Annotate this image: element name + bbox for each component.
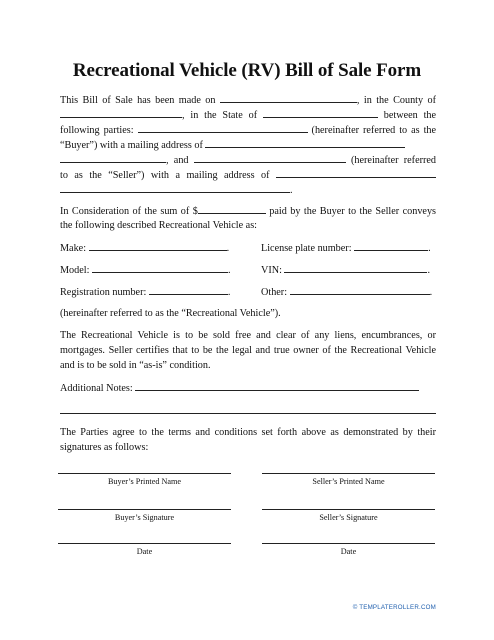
intro-text: .	[290, 185, 293, 196]
seller-name-blank[interactable]	[194, 152, 346, 163]
intro-line-3	[60, 122, 436, 138]
county-blank[interactable]	[60, 107, 182, 118]
clause-line-2: mortgages. Seller certifies that to be the legal and true owner of the Recreational Vehicle	[60, 345, 436, 356]
license-plate-field	[261, 240, 431, 256]
buyer-address-blank-2[interactable]	[60, 152, 166, 163]
page-title: Recreational Vehicle (RV) Bill of Sale Form	[72, 60, 422, 81]
intro-line-1	[60, 92, 436, 108]
license-plate-blank[interactable]	[354, 240, 428, 251]
period: .	[429, 287, 433, 298]
state-blank[interactable]	[263, 107, 378, 118]
consideration-text: paid by the Buyer to the Seller conveys	[269, 206, 436, 217]
period: .	[227, 265, 231, 276]
buyer-signature-label: Buyer’s Signature	[114, 513, 175, 522]
seller-signature-line[interactable]	[262, 509, 435, 510]
seller-printed-name-line[interactable]	[262, 473, 435, 474]
hereinafter-note: (hereinafter referred to as the “Recreational Vehicle”).	[60, 308, 281, 319]
consideration-line-2: the following described Recreational Vehicle as:	[60, 220, 257, 231]
vin-blank[interactable]	[284, 262, 427, 273]
intro-line-2	[60, 107, 436, 123]
model-field	[60, 262, 231, 278]
buyer-signature-line[interactable]	[58, 509, 231, 510]
period: .	[428, 243, 431, 254]
clause-line-1: The Recreational Vehicle is to be sold free and clear of any liens, encumbrances, or	[60, 330, 436, 341]
intro-text: (hereinafter referred	[351, 155, 436, 166]
intro-text: “Buyer”) with a mailing address of	[60, 140, 203, 151]
intro-text: , and	[166, 155, 189, 166]
registration-blank[interactable]	[149, 284, 228, 295]
model-blank[interactable]	[92, 262, 228, 273]
registration-field	[60, 284, 230, 300]
buyer-date-line[interactable]	[58, 543, 231, 544]
buyer-printed-name-label: Buyer’s Printed Name	[107, 477, 182, 486]
intro-line-7	[60, 182, 436, 198]
vin-field	[261, 262, 430, 278]
intro-text: between the	[383, 110, 436, 121]
other-blank[interactable]	[290, 284, 430, 295]
period: .	[227, 287, 231, 298]
additional-notes-line	[60, 380, 436, 396]
intro-text: (hereinafter referred to as the	[311, 125, 436, 136]
seller-printed-name-label: Seller’s Printed Name	[312, 477, 385, 486]
sum-blank[interactable]	[198, 203, 266, 214]
seller-date-line[interactable]	[262, 543, 435, 544]
intro-text: following parties:	[60, 125, 134, 136]
intro-text: , in the County of	[356, 95, 436, 106]
seller-date-label: Date	[340, 547, 357, 556]
period: .	[427, 265, 431, 276]
buyer-address-blank[interactable]	[205, 137, 405, 148]
other-label: Other:	[261, 287, 288, 298]
agreement-line-1: The Parties agree to the terms and conditions set forth above as demonstrated by their	[60, 427, 436, 438]
vin-label: VIN:	[261, 265, 282, 276]
date-blank[interactable]	[220, 92, 357, 103]
license-plate-label: License plate number:	[261, 243, 352, 254]
additional-notes-rule[interactable]	[60, 413, 436, 414]
additional-notes-label: Additional Notes:	[60, 383, 133, 394]
consideration-text: In Consideration of the sum of $	[60, 206, 198, 217]
make-field	[60, 240, 229, 256]
seller-address-blank[interactable]	[276, 167, 436, 178]
additional-notes-blank[interactable]	[135, 380, 419, 391]
buyer-name-blank[interactable]	[138, 122, 308, 133]
intro-text: , in the State of	[182, 110, 258, 121]
period: .	[226, 243, 230, 254]
seller-signature-label: Seller’s Signature	[319, 513, 378, 522]
intro-line-6	[60, 167, 436, 183]
footer-credit[interactable]: © TEMPLATEROLLER.COM	[352, 604, 436, 611]
registration-label: Registration number:	[60, 287, 147, 298]
seller-address-blank-2[interactable]	[60, 182, 290, 193]
intro-text: This Bill of Sale has been made on	[60, 95, 216, 106]
model-label: Model:	[60, 265, 90, 276]
buyer-printed-name-line[interactable]	[58, 473, 231, 474]
other-field	[261, 284, 432, 300]
agreement-line-2: signatures as follows:	[60, 442, 149, 453]
intro-line-4	[60, 137, 436, 153]
clause-line-3: and is to be sold in “as-is” condition.	[60, 360, 211, 371]
consideration-line-1	[60, 203, 436, 219]
intro-line-5	[60, 152, 436, 168]
buyer-date-label: Date	[136, 547, 153, 556]
make-label: Make:	[60, 243, 87, 254]
intro-text: to as the “Seller”) with a mailing address of	[60, 170, 270, 181]
make-blank[interactable]	[89, 240, 227, 251]
